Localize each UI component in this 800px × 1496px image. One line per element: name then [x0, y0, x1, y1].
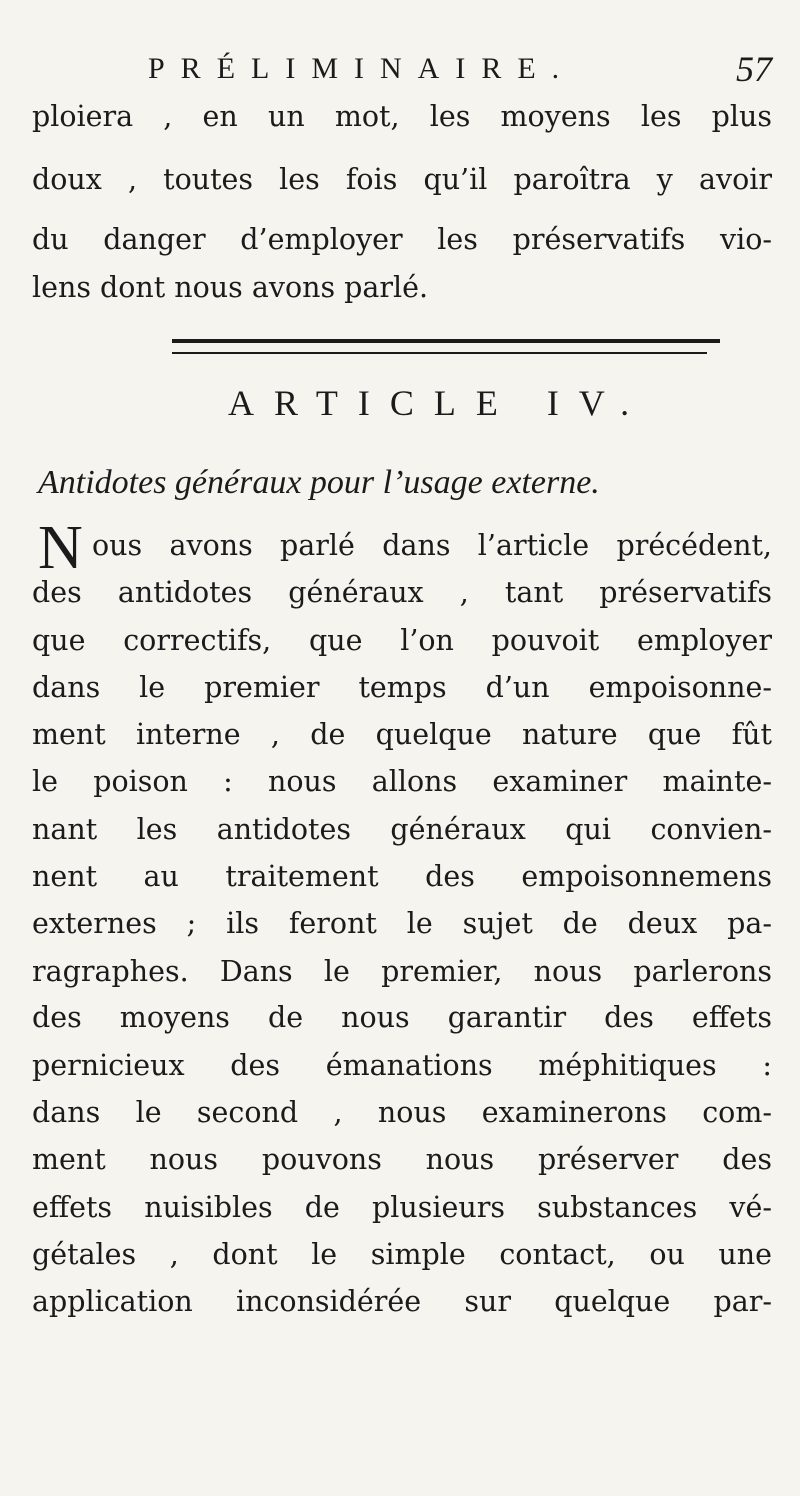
text-line: ment interne , de quelque nature que fût	[32, 718, 772, 751]
text-line: application inconsidérée sur quelque par-	[32, 1285, 772, 1318]
text-line: lens dont nous avons parlé.	[32, 271, 429, 304]
text-line: ragraphes. Dans le premier, nous parlerons	[32, 955, 772, 988]
text-line: gétales , dont le simple contact, ou une	[32, 1238, 772, 1271]
text-line: ploiera , en un mot, les moyens les plus	[32, 100, 772, 133]
drop-cap: N	[38, 514, 83, 582]
text-line: le poison : nous allons examiner mainte-	[32, 765, 772, 798]
text-line: du danger d’employer les préservatifs vio-	[32, 223, 772, 256]
text-line: des antidotes généraux , tant préservatifs	[32, 576, 772, 609]
text-line: ment nous pouvons nous préserver des	[32, 1143, 772, 1176]
section-rule-thin	[172, 352, 707, 354]
text-line: externes ; ils feront le sujet de deux pa-	[32, 907, 772, 940]
article-heading: ARTICLE IV.	[228, 383, 650, 423]
text-line: pernicieux des émanations méphitiques :	[32, 1049, 772, 1082]
text-line: ous avons parlé dans l’article précédent,	[92, 529, 772, 562]
text-line: dans le second , nous examinerons com-	[32, 1096, 772, 1129]
text-line: que correctifs, que l’on pouvoit employer	[32, 624, 772, 657]
article-subtitle: Antidotes généraux pour l’usage externe.	[38, 464, 600, 501]
page-number: 57	[736, 49, 772, 89]
text-line: doux , toutes les fois qu’il paroîtra y avoir	[32, 163, 772, 196]
running-head: PRÉLIMINAIRE.	[148, 52, 576, 85]
text-line: nant les antidotes généraux qui convien-	[32, 813, 772, 846]
text-line: dans le premier temps d’un empoisonne-	[32, 671, 772, 704]
section-rule-thick	[172, 339, 720, 343]
text-line: nent au traitement des empoisonnemens	[32, 860, 772, 893]
text-line: des moyens de nous garantir des effets	[32, 1001, 772, 1034]
text-line: effets nuisibles de plusieurs substances vé-	[32, 1191, 772, 1224]
